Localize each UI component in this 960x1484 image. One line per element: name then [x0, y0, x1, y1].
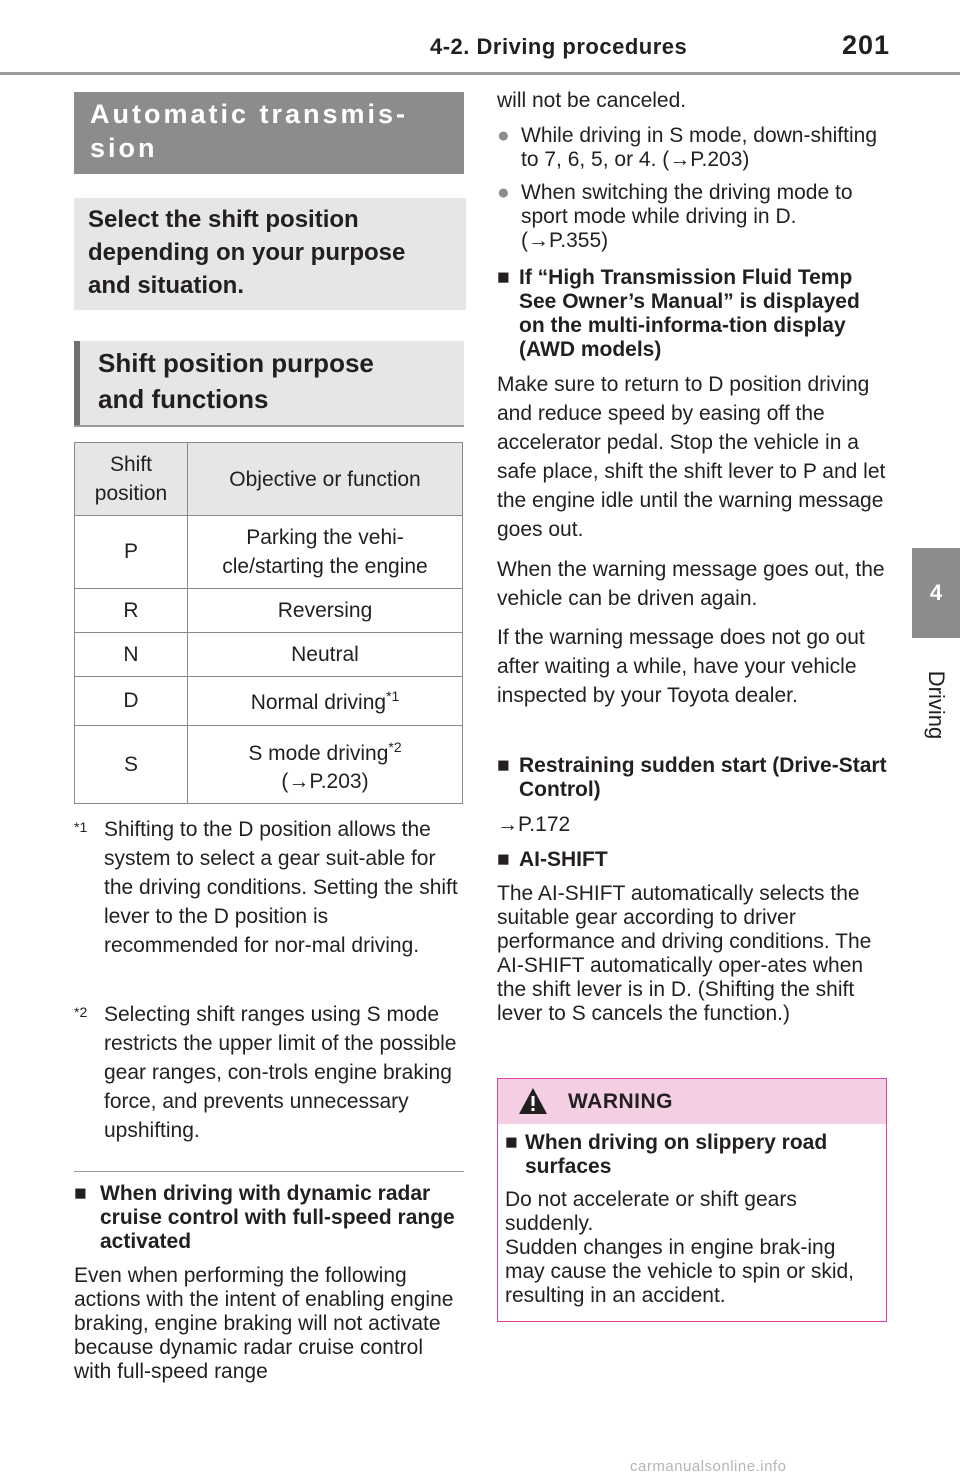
dynamic-radar-title-text: When driving with dynamic radar cruise control with full-speed range activated: [100, 1182, 455, 1253]
square-bullet-icon: ■: [497, 754, 510, 777]
table-cell-func: Reversing: [188, 589, 463, 633]
high-temp-title-text: If “High Transmission Fluid Temp See Owner’s Manual” is displayed on the multi-informa-tion display (AWD models): [519, 266, 860, 361]
high-temp-para-3: If the warning message does not go out after waiting a while, have your vehicle inspected by your Toyota dealer.: [497, 626, 865, 707]
chapter-tab[interactable]: [912, 548, 960, 638]
heading-main: [74, 92, 464, 174]
dynamic-radar-title: [74, 1182, 466, 1254]
footnote-ref: *1: [386, 687, 400, 704]
warning-triangle-icon: [518, 1087, 548, 1115]
ai-shift-body: The AI-SHIFT automatically selects the suitable gear according to driver performance and driving conditions. The AI-SHIFT automatically oper-ates when the shift lever is in D. (Shifting the shift lever to S cancels the function.): [497, 882, 872, 1025]
watermark-text: carmanualsonline.info: [630, 1458, 787, 1475]
section-separator: [74, 1171, 464, 1172]
drive-start-title: [497, 754, 887, 802]
high-temp-para-1: Make sure to return to D position driving and reduce speed by easing off the accelerator pedal. Stop the vehicle in a safe place, shift the shift lever to P and let the engine idle until the warning message goes out.: [497, 373, 886, 541]
page-number: 201: [842, 30, 891, 60]
dynamic-radar-body: Even when performing the following actions with the intent of enabling engine braking, engine braking will not activate because dynamic radar cruise control with full-speed range: [74, 1264, 454, 1383]
bullet-text: When switching the driving mode to sport mode while driving in D. (→P.355): [521, 181, 853, 252]
bullet-item: [497, 124, 887, 172]
footnote-2: [74, 1000, 466, 1150]
square-bullet-icon: ■: [74, 1182, 87, 1205]
table-cell-func: Neutral: [188, 633, 463, 677]
intro-text: Select the shift position depending on your purpose and situation.: [88, 206, 406, 299]
table-row: [75, 633, 463, 677]
table-row: [75, 677, 463, 726]
table-cell-pos: R: [75, 589, 188, 633]
subheading-box: [74, 341, 464, 425]
chapter-label: Driving: [924, 670, 949, 740]
warning-body: Do not accelerate or shift gears suddenly. Sudden changes in engine brak-ing may cause the vehicle to spin or skid, resulting in an accident.: [505, 1188, 855, 1307]
func-text: Normal driving: [250, 690, 387, 714]
table-cell-func: [188, 516, 463, 589]
footnote-text: Shifting to the D position allows the system to select a gear suit-able for the driving conditions. Setting the shift lever to the D position is recommended for nor-mal driving.: [104, 818, 458, 957]
table-cell-func: [188, 677, 463, 726]
section-title: 4-2. Driving procedures: [430, 34, 688, 59]
func-text: S mode driving: [248, 742, 389, 765]
shift-position-table: [74, 442, 463, 804]
heading-main-text: Automatic transmis- sion: [90, 99, 409, 163]
bullet-text: While driving in S mode, down-shifting to 7, 6, 5, or 4. (→P.203): [521, 124, 877, 171]
table-header-cell: [75, 443, 188, 516]
table-header-row: [75, 443, 463, 516]
square-bullet-icon: ■: [497, 266, 510, 289]
warning-title-text: When driving on slippery road surfaces: [525, 1131, 828, 1178]
footnote-mark: *2: [74, 1004, 88, 1020]
header-label: Objective or function: [229, 467, 421, 491]
intro-box: [74, 198, 466, 310]
high-temp-para-2: When the warning message goes out, the vehicle can be driven again.: [497, 558, 885, 610]
header-label: Shift position: [94, 453, 168, 505]
header-rule: [0, 72, 960, 75]
page-ref-link[interactable]: (→P.203): [281, 770, 369, 793]
table-cell-pos: D: [75, 677, 188, 726]
footnote-mark: *1: [74, 819, 88, 835]
table-cell-pos: P: [75, 516, 188, 589]
ai-shift-title: [497, 848, 887, 872]
footnote-ref: *2: [388, 739, 402, 755]
chapter-number: 4: [929, 580, 943, 605]
footnote-text: Selecting shift ranges using S mode restricts the upper limit of the possible gear ranges, con-trols engine braking force, and prevents unnecessary upshifting.: [104, 1003, 457, 1142]
warning-title: [505, 1131, 875, 1179]
bullet-item: [497, 181, 887, 253]
circle-bullet-icon: ●: [497, 181, 510, 204]
square-bullet-icon: ■: [497, 848, 510, 871]
high-temp-title: [497, 266, 887, 362]
table-row: [75, 726, 463, 804]
drive-start-title-text: Restraining sudden start (Drive-Start Control): [519, 754, 887, 801]
footnote-1: [74, 815, 466, 965]
chapter-label-wrap: [906, 650, 960, 760]
warning-label: WARNING: [568, 1090, 673, 1113]
square-bullet-icon: ■: [505, 1131, 518, 1154]
table-row: [75, 516, 463, 589]
table-header-cell: [188, 443, 463, 516]
warning-header: [498, 1079, 886, 1124]
table-cell-pos: S: [75, 726, 188, 804]
subheading-text: Shift position purpose and functions: [98, 348, 374, 414]
subheading-rule: [74, 425, 464, 427]
circle-bullet-icon: ●: [497, 124, 510, 147]
table-row: [75, 589, 463, 633]
drive-start-ref[interactable]: →P.172: [497, 813, 571, 836]
ai-shift-title-text: AI-SHIFT: [519, 848, 608, 871]
table-cell-pos: N: [75, 633, 188, 677]
continuation-text: will not be canceled.: [497, 89, 687, 112]
table-cell-func: [188, 726, 463, 804]
func-text: Parking the vehi- cle/starting the engine: [222, 526, 428, 578]
